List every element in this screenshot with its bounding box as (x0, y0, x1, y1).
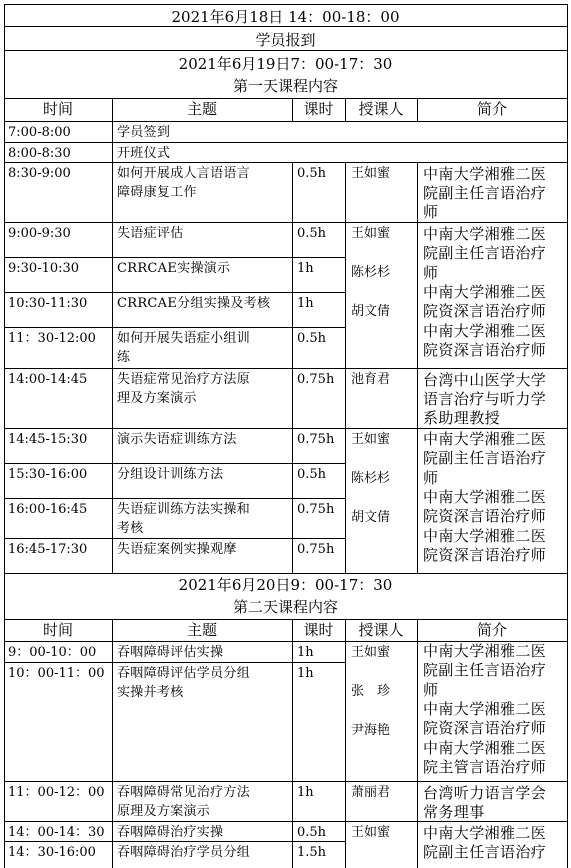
day1-group1-intro: 中南大学湘雅二医 (423, 225, 547, 243)
day1-topic: 如何开展失语症小组训 (117, 331, 251, 346)
day2-topic: 实操并考核 (117, 685, 184, 700)
day1-time: 7:00-8:00 (8, 125, 71, 140)
table-rule (4, 821, 568, 822)
day1-topic: 练 (117, 350, 131, 365)
day2-intro: 中南大学湘雅二医 (423, 824, 547, 842)
day1-group1-intro: 中南大学湘雅二医 (423, 282, 547, 301)
day1-date: 2021年6月19日7：00-17：30 (178, 55, 393, 73)
day1-time: 16:00-16:45 (8, 502, 88, 517)
day2-time: 14：30-16:00 (8, 845, 96, 860)
day2-hours: 1h (297, 645, 314, 660)
table-rule (4, 368, 568, 369)
table-rule (4, 121, 568, 122)
day1-header-topic: 主题 (186, 100, 217, 118)
day1-time: 9:00-9:30 (8, 226, 71, 241)
day1-time: 8:30-9:00 (8, 166, 71, 181)
day2-time: 14：00-14：30 (8, 825, 105, 840)
day1-hours: 0.75h (297, 432, 335, 447)
day1-time: 8:00-8:30 (8, 146, 71, 161)
day1-topic: 学员签到 (117, 125, 171, 140)
day1-header-intro: 简介 (476, 100, 507, 118)
table-rule (4, 538, 346, 539)
day2-date: 2021年6月20日9：00-17：30 (178, 576, 393, 594)
day2-topic: 吞咽障碍治疗实操 (117, 825, 224, 840)
table-rule (417, 98, 418, 121)
table-rule (112, 98, 113, 573)
day2-group1-teacher: 尹海艳 (351, 723, 391, 738)
table-rule (292, 98, 293, 121)
table-rule (4, 463, 346, 464)
day1-topic: 如何开展成人言语语言 (117, 166, 251, 181)
day2-header-hours: 课时 (303, 621, 334, 639)
day1-time: 9:30-10:30 (8, 261, 80, 276)
day2-intro: 院副主任言语治疗 (423, 843, 547, 861)
day1-topic: 分组设计训练方法 (117, 467, 224, 482)
day1-header-teacher: 授课人 (358, 100, 404, 118)
day2-topic: 吞咽障碍评估学员分组 (117, 666, 251, 681)
day2-group1-intro: 中南大学湘雅二医 (423, 738, 547, 757)
day1-hours: 0.75h (297, 502, 335, 517)
table-rule (4, 50, 568, 51)
day2-header-teacher: 授课人 (358, 621, 404, 639)
day2-group1-teacher: 王如蜜 (351, 645, 391, 660)
table-rule (4, 781, 568, 782)
table-rule (345, 98, 346, 121)
day2-time: 9：00-10：00 (8, 645, 97, 660)
day2-hours: 1h (297, 666, 314, 681)
table-border-right (567, 4, 568, 868)
day2-group1-intro: 院资深言语治疗师 (423, 719, 547, 738)
day1-hours: 0.5h (297, 331, 327, 346)
day1-group2-teacher: 王如蜜 (351, 432, 391, 447)
day2-hours: 0.5h (297, 825, 327, 840)
day1-time: 11：30-12:00 (8, 331, 96, 346)
day1-topic: CRRCAE实操演示 (117, 261, 231, 276)
table-rule (4, 26, 568, 27)
day1-group1-intro: 院副主任言语治疗 (423, 244, 547, 263)
day1-group2-intro: 中南大学湘雅二医 (423, 526, 547, 545)
day2-group1-intro: 院副主任言语治疗 (423, 661, 547, 680)
table-rule (417, 619, 418, 868)
day1-group1-intro: 中南大学湘雅二医 (423, 321, 547, 340)
day2-header-topic: 主题 (186, 621, 217, 639)
day2-teacher: 王如蜜 (351, 825, 391, 840)
day1-group2-intro: 院资深言语治疗师 (423, 507, 547, 526)
day1-hours: 0.75h (297, 372, 335, 387)
day1-group2-intro: 中南大学湘雅二医 (423, 487, 547, 506)
day1-topic: 理及方案演示 (117, 391, 197, 406)
table-rule (4, 292, 346, 293)
table-rule (4, 327, 346, 328)
table-rule (112, 619, 113, 868)
day1-group2-intro: 院副主任言语治疗 (423, 449, 547, 468)
day1-hours: 0.5h (297, 226, 327, 241)
day2-group1-teacher: 张 珍 (351, 684, 391, 699)
day1-group1-teacher: 王如蜜 (351, 226, 391, 241)
day2-topic: 吞咽障碍评估实操 (117, 645, 224, 660)
arrival-date: 2021年6月18日 14：00-18：00 (171, 8, 400, 26)
day1-topic: 失语症常见治疗方法原 (117, 372, 251, 387)
day1-header-hours: 课时 (303, 100, 334, 118)
day1-intro: 师 (423, 203, 439, 221)
day1-time: 14:00-14:45 (8, 372, 88, 387)
day1-hours: 0.5h (297, 467, 327, 482)
day1-group2-intro: 中南大学湘雅二医 (423, 430, 547, 448)
day1-header-time: 时间 (42, 100, 73, 118)
table-rule (345, 162, 346, 573)
table-rule (4, 222, 568, 223)
day2-time: 10：00-11：00 (8, 666, 105, 681)
day1-group1-teacher: 胡文倩 (351, 304, 391, 319)
day1-intro: 中南大学湘雅二医 (423, 165, 547, 183)
arrival-event: 学员报到 (255, 31, 316, 49)
day2-intro: 常务理事 (423, 803, 485, 821)
day1-hours: 1h (297, 261, 314, 276)
day1-group2-intro: 师 (423, 468, 439, 487)
day1-topic: 失语症案例实操观摩 (117, 542, 237, 557)
day1-time: 10:30-11:30 (8, 296, 88, 311)
table-rule (4, 162, 568, 163)
day2-group1-intro: 中南大学湘雅二医 (423, 642, 547, 660)
day1-group2-teacher: 胡文倩 (351, 510, 391, 525)
day2-group1-intro: 中南大学湘雅二医 (423, 699, 547, 718)
day1-hours: 0.5h (297, 166, 327, 181)
day1-teacher: 王如蜜 (351, 166, 391, 181)
table-rule (4, 142, 568, 143)
day1-group2-teacher: 陈杉杉 (351, 471, 391, 486)
day1-group1-intro: 院资深言语治疗师 (423, 340, 547, 359)
day2-time: 11：00-12：00 (8, 785, 105, 800)
table-rule (292, 162, 293, 573)
day2-intro: 台湾听力语言学会 (423, 784, 547, 802)
table-rule (345, 619, 346, 868)
day2-header-intro: 简介 (476, 621, 507, 639)
day1-topic: 演示失语症训练方法 (117, 432, 237, 447)
table-rule (4, 573, 568, 574)
day2-header-time: 时间 (42, 621, 73, 639)
day1-time: 14:45-15:30 (8, 432, 88, 447)
day1-group1-teacher: 陈杉杉 (351, 265, 391, 280)
day1-topic: 开班仪式 (117, 146, 171, 161)
day1-topic: CRRCAE分组实操及考核 (117, 296, 271, 311)
day1-intro: 院副主任言语治疗 (423, 184, 547, 202)
day1-intro: 系助理教授 (423, 409, 501, 427)
table-border-left (4, 4, 5, 868)
table-rule (4, 257, 346, 258)
day1-intro: 台湾中山医学大学 (423, 371, 547, 389)
day1-group1-intro: 师 (423, 263, 439, 282)
day2-hours: 1h (297, 785, 314, 800)
day1-topic: 失语症评估 (117, 226, 184, 241)
day2-topic: 原理及方案演示 (117, 804, 211, 819)
day1-group1-intro: 院资深言语治疗师 (423, 302, 547, 321)
day1-hours: 0.75h (297, 542, 335, 557)
day1-time: 16:45-17:30 (8, 542, 88, 557)
day1-intro: 语言治疗与听力学 (423, 390, 547, 408)
day1-teacher: 池育君 (351, 372, 391, 387)
day1-title: 第一天课程内容 (232, 77, 338, 95)
day1-time: 15:30-16:00 (8, 467, 88, 482)
table-border-top (4, 4, 568, 5)
table-rule (4, 841, 346, 842)
day1-hours: 1h (297, 296, 314, 311)
table-rule (4, 662, 346, 663)
day2-topic: 吞咽障碍常见治疗方法 (117, 785, 251, 800)
day2-topic: 吞咽障碍治疗学员分组 (117, 845, 251, 860)
table-rule (4, 498, 346, 499)
day1-topic: 考核 (117, 521, 144, 536)
day1-topic: 障碍康复工作 (117, 185, 197, 200)
day1-topic: 失语症训练方法实操和 (117, 502, 251, 517)
day2-title: 第二天课程内容 (232, 598, 338, 616)
day1-group2-intro: 院资深言语治疗师 (423, 545, 547, 564)
day2-group1-intro: 师 (423, 680, 439, 699)
table-rule (417, 162, 418, 573)
day2-teacher: 萧丽君 (351, 785, 391, 800)
day2-group1-intro: 院主管言语治疗师 (423, 757, 547, 776)
table-rule (292, 619, 293, 868)
day2-hours: 1.5h (297, 845, 327, 860)
